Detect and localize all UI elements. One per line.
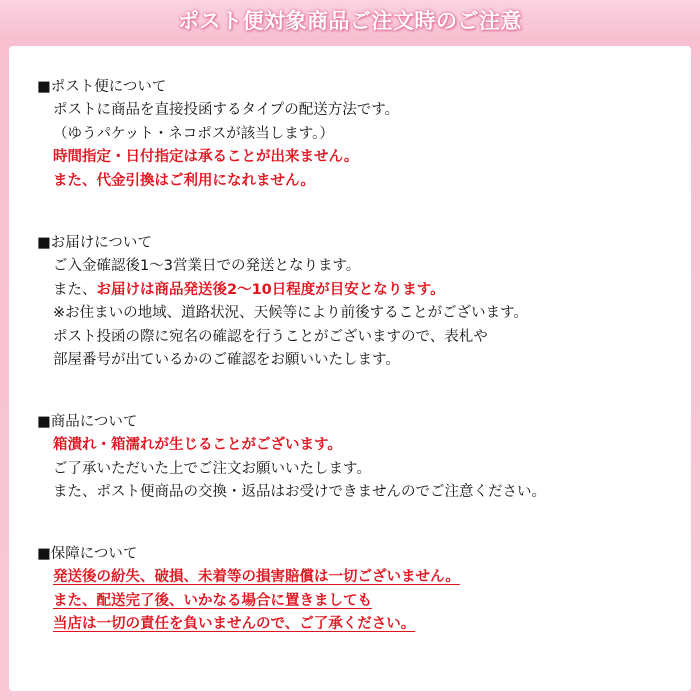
warning-line: また、代金引換はご利用になれません。 <box>53 172 315 189</box>
notice-line: ご了承いただいた上でご注文お願いいたします。 <box>53 460 371 477</box>
notice-panel <box>9 46 691 691</box>
section-heading: ■保障について <box>37 546 138 562</box>
warning-line: 時間指定・日付指定は承ることが出来ません。 <box>53 149 359 165</box>
page-title: ポスト便対象商品ご注文時のご注意 <box>178 9 522 33</box>
section-compensation <box>37 543 677 637</box>
warning-line: また、配送完了後、いかなる場合に置きましても <box>53 592 372 609</box>
section-delivery <box>37 232 677 373</box>
notice-line: ※お住まいの地域、道路状況、天候等により前後することがございます。 <box>53 305 528 321</box>
warning-text: お届けは商品発送後2～10日程度が目安となります。 <box>96 281 445 298</box>
notice-line: ポスト投函の際に宛名の確認を行うことがございますので、表札や <box>53 328 488 345</box>
notice-text: また、 <box>53 281 97 298</box>
section-post-delivery <box>37 76 677 193</box>
warning-line: 当店は一切の責任を負いませんので、ご了承ください。 <box>53 616 416 632</box>
notice-line: ポストに商品を直接投函するタイプの配送方法です。 <box>53 102 400 118</box>
section-heading: ■商品について <box>37 414 138 430</box>
section-heading: ■お届けについて <box>37 235 152 251</box>
notice-line: （ゆうパケット・ネコポスが該当します。） <box>53 125 334 142</box>
notice-line-mixed <box>37 279 677 303</box>
section-heading: ■ポスト便について <box>37 79 167 95</box>
warning-line: 箱潰れ・箱濡れが生じることがございます。 <box>53 437 342 453</box>
warning-line: 発送後の紛失、破損、未着等の損害賠償は一切ございません。 <box>53 569 460 585</box>
notice-line: ご入金確認後1～3営業日での発送となります。 <box>53 258 361 274</box>
section-products <box>37 411 677 505</box>
notice-line: また、ポスト便商品の交換・返品はお受けできませんのでご注意ください。 <box>53 484 546 500</box>
notice-line: 部屋番号が出ているかのご確認をお願いいたします。 <box>53 352 400 368</box>
